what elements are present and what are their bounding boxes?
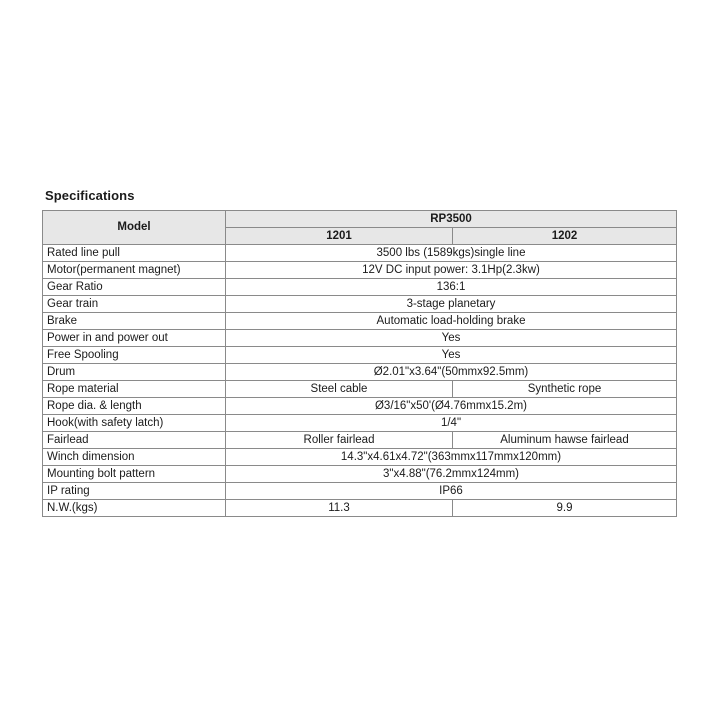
spec-value-1201: Steel cable bbox=[226, 381, 453, 398]
spec-value: IP66 bbox=[226, 483, 677, 500]
spec-label: Rated line pull bbox=[43, 245, 226, 262]
table-row-drum bbox=[43, 364, 677, 381]
spec-value: 136:1 bbox=[226, 279, 677, 296]
spec-label: Winch dimension bbox=[43, 449, 226, 466]
spec-label: Free Spooling bbox=[43, 347, 226, 364]
table-header-row-model bbox=[43, 211, 677, 228]
spec-label: Drum bbox=[43, 364, 226, 381]
table-row-rope-material bbox=[43, 381, 677, 398]
spec-label: Gear Ratio bbox=[43, 279, 226, 296]
table-row-brake bbox=[43, 313, 677, 330]
spec-label: Hook(with safety latch) bbox=[43, 415, 226, 432]
table-row-ip-rating bbox=[43, 483, 677, 500]
spec-label: Brake bbox=[43, 313, 226, 330]
spec-label: N.W.(kgs) bbox=[43, 500, 226, 517]
spec-value: Ø3/16"x50'(Ø4.76mmx15.2m) bbox=[226, 398, 677, 415]
spec-section bbox=[42, 189, 676, 517]
spec-label: IP rating bbox=[43, 483, 226, 500]
table-row-rated-line-pull bbox=[43, 245, 677, 262]
spec-value: 3500 lbs (1589kgs)single line bbox=[226, 245, 677, 262]
table-row-fairlead bbox=[43, 432, 677, 449]
table-row-net-weight bbox=[43, 500, 677, 517]
table-row-motor bbox=[43, 262, 677, 279]
variant-1201-cell: 1201 bbox=[226, 228, 453, 245]
spec-value: Yes bbox=[226, 330, 677, 347]
spec-value: 3-stage planetary bbox=[226, 296, 677, 313]
spec-label: Fairlead bbox=[43, 432, 226, 449]
spec-label: Rope dia. & length bbox=[43, 398, 226, 415]
table-row-gear-train bbox=[43, 296, 677, 313]
spec-value-1202: Aluminum hawse fairlead bbox=[453, 432, 677, 449]
model-value-cell: RP3500 bbox=[226, 211, 677, 228]
spec-value: 12V DC input power: 3.1Hp(2.3kw) bbox=[226, 262, 677, 279]
spec-value: 14.3"x4.61x4.72"(363mmx117mmx120mm) bbox=[226, 449, 677, 466]
spec-value: Automatic load-holding brake bbox=[226, 313, 677, 330]
model-header-cell: Model bbox=[43, 211, 226, 245]
spec-value-1201: Roller fairlead bbox=[226, 432, 453, 449]
table-row-power-in-out bbox=[43, 330, 677, 347]
spec-value: Ø2.01"x3.64"(50mmx92.5mm) bbox=[226, 364, 677, 381]
spec-label: Motor(permanent magnet) bbox=[43, 262, 226, 279]
specifications-table bbox=[42, 210, 677, 517]
table-row-winch-dimension bbox=[43, 449, 677, 466]
spec-value-1202: 9.9 bbox=[453, 500, 677, 517]
spec-label: Gear train bbox=[43, 296, 226, 313]
section-title: Specifications bbox=[45, 188, 135, 203]
table-row-gear-ratio bbox=[43, 279, 677, 296]
spec-label: Mounting bolt pattern bbox=[43, 466, 226, 483]
table-row-free-spooling bbox=[43, 347, 677, 364]
spec-label: Power in and power out bbox=[43, 330, 226, 347]
spec-value-1201: 11.3 bbox=[226, 500, 453, 517]
table-row-rope-dia-length bbox=[43, 398, 677, 415]
variant-1202-cell: 1202 bbox=[453, 228, 677, 245]
spec-value: 3"x4.88"(76.2mmx124mm) bbox=[226, 466, 677, 483]
table-row-hook bbox=[43, 415, 677, 432]
spec-value-1202: Synthetic rope bbox=[453, 381, 677, 398]
spec-value: Yes bbox=[226, 347, 677, 364]
spec-value: 1/4" bbox=[226, 415, 677, 432]
spec-label: Rope material bbox=[43, 381, 226, 398]
table-row-mounting-bolt-pattern bbox=[43, 466, 677, 483]
